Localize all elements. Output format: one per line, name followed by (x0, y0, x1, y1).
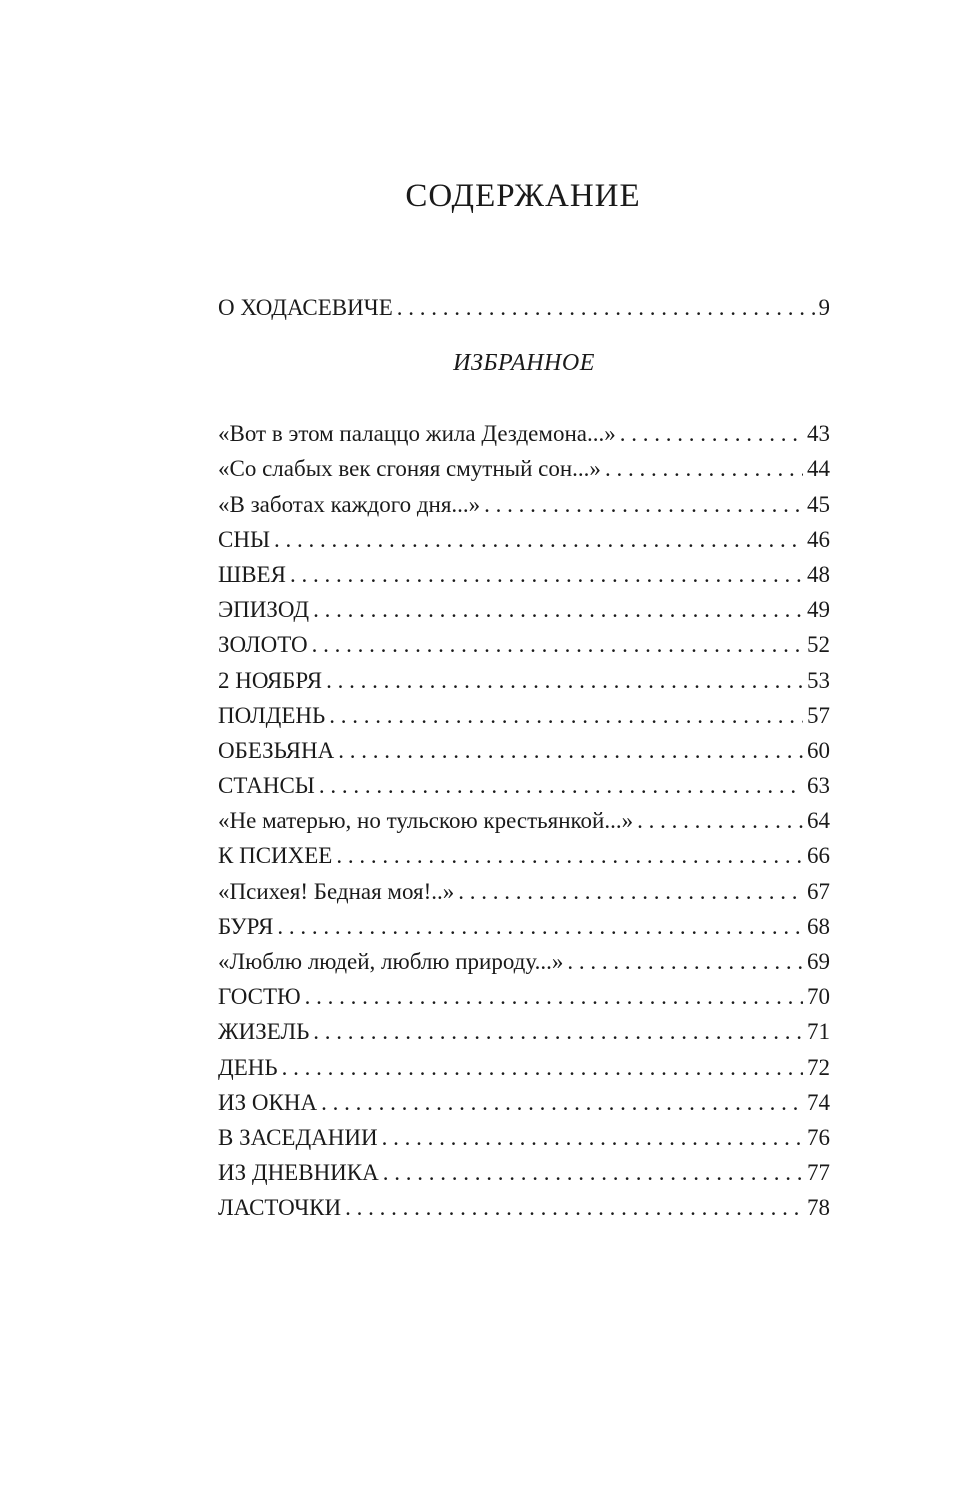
dot-leader (282, 1050, 803, 1085)
toc-entry-page: 71 (807, 1019, 830, 1045)
dot-leader (484, 487, 803, 522)
toc-entry (218, 698, 830, 733)
toc-entry-page: 70 (807, 984, 830, 1010)
toc-entry (218, 1190, 830, 1225)
toc-entry-label: ШВЕЯ (218, 561, 286, 587)
toc-entry-label: В ЗАСЕДАНИИ (218, 1124, 378, 1150)
toc-entry-label: «В заботах каждого дня...» (218, 491, 481, 517)
toc-entry (218, 1014, 830, 1049)
toc-entry-page: 67 (807, 878, 830, 904)
dot-leader (312, 627, 803, 662)
toc-entry-label: «Психея! Бедная моя!..» (218, 878, 455, 904)
toc-entry (218, 1050, 830, 1085)
toc-entry (218, 451, 830, 486)
dot-leader (382, 1120, 803, 1155)
toc-entry-label: ЛАСТОЧКИ (218, 1195, 342, 1221)
toc-entry-label: БУРЯ (218, 913, 274, 939)
toc-entry (218, 487, 830, 522)
page-title: СОДЕРЖАНИЕ (405, 178, 641, 214)
dot-leader (290, 557, 803, 592)
dot-leader (567, 944, 803, 979)
dot-leader (620, 416, 803, 451)
toc-entry-label: К ПСИХЕЕ (218, 843, 333, 869)
toc-entry-label: ИЗ ОКНА (218, 1089, 318, 1115)
toc-entry (218, 803, 830, 838)
toc-entry-page: 46 (807, 526, 830, 552)
toc-entry-label: СНЫ (218, 526, 271, 552)
section-heading: ИЗБРАННОЕ (453, 350, 595, 377)
toc-entry (218, 416, 830, 451)
toc-entry-page: 74 (807, 1089, 830, 1115)
dot-leader (605, 451, 803, 486)
dot-leader (397, 290, 815, 325)
toc-entry-page: 53 (807, 667, 830, 693)
toc-entry-label: ИЗ ДНЕВНИКА (218, 1160, 379, 1186)
dot-leader (313, 592, 803, 627)
dot-leader (329, 698, 803, 733)
toc-entry-label: СТАНСЫ (218, 773, 315, 799)
toc-entry-label: ГОСТЮ (218, 984, 301, 1010)
toc-entry-intro (218, 290, 830, 325)
toc-entry-page: 57 (807, 702, 830, 728)
toc-entry (218, 874, 830, 909)
dot-leader (637, 803, 803, 838)
toc-entry-label: «Вот в этом палаццо жила Дездемона...» (218, 421, 616, 447)
toc-entry-label: ЗОЛОТО (218, 632, 308, 658)
toc-entry (218, 768, 830, 803)
dot-leader (336, 838, 803, 873)
toc-entry-page: 44 (807, 456, 830, 482)
toc-entry-list (218, 416, 830, 1225)
toc-entry (218, 1085, 830, 1120)
toc-entry-label: «Люблю людей, люблю природу...» (218, 949, 564, 974)
toc-entry-page: 48 (807, 561, 830, 587)
dot-leader (319, 768, 803, 803)
toc-entry (218, 944, 830, 979)
dot-leader (305, 979, 803, 1014)
toc-entry-page: 66 (807, 843, 830, 869)
toc-entry (218, 979, 830, 1014)
toc-entry-label: ЭПИЗОД (218, 597, 310, 623)
dot-leader (458, 874, 803, 909)
toc-entry-page: 63 (807, 773, 830, 799)
toc-entry-label: ОБЕЗЬЯНА (218, 737, 335, 763)
toc-entry (218, 522, 830, 557)
toc-entry-page: 49 (807, 597, 830, 623)
toc-entry-page: 76 (807, 1124, 830, 1150)
toc-entry (218, 557, 830, 592)
toc-entry-page: 45 (807, 491, 830, 517)
toc-entry-label: «Со слабых век сгоняя смутный сон...» (218, 456, 601, 482)
toc-entry-label: ПОЛДЕНЬ (218, 702, 326, 728)
dot-leader (326, 663, 803, 698)
toc-entry-page: 64 (807, 808, 830, 834)
dot-leader (274, 522, 803, 557)
toc-entry-page: 77 (807, 1160, 830, 1186)
toc-entry (218, 733, 830, 768)
toc-entry-page: 43 (807, 421, 830, 447)
dot-leader (338, 733, 803, 768)
dot-leader (383, 1155, 803, 1190)
toc-entry-label: О ХОДАСЕВИЧЕ (218, 295, 393, 320)
toc-entry-page: 68 (807, 913, 830, 939)
toc-entry-page: 9 (818, 295, 830, 320)
toc-entry (218, 909, 830, 944)
toc-entry-label: ЖИЗЕЛЬ (218, 1019, 310, 1045)
dot-leader (277, 909, 803, 944)
table-of-contents (218, 290, 830, 1226)
dot-leader (345, 1190, 803, 1225)
toc-entry (218, 663, 830, 698)
toc-entry-page: 78 (807, 1195, 830, 1221)
toc-entry (218, 1120, 830, 1155)
toc-entry-page: 52 (807, 632, 830, 658)
dot-leader (321, 1085, 803, 1120)
toc-entry (218, 1155, 830, 1190)
toc-entry-page: 69 (807, 949, 830, 974)
toc-entry (218, 627, 830, 662)
dot-leader (313, 1014, 803, 1049)
toc-entry-label: 2 НОЯБРЯ (218, 667, 323, 693)
toc-entry (218, 838, 830, 873)
toc-entry-label: «Не матерью, но тульскою крестьянкой...» (218, 808, 634, 834)
toc-entry-page: 60 (807, 737, 830, 763)
toc-entry-page: 72 (807, 1054, 830, 1080)
toc-entry-label: ДЕНЬ (218, 1054, 278, 1080)
toc-entry (218, 592, 830, 627)
